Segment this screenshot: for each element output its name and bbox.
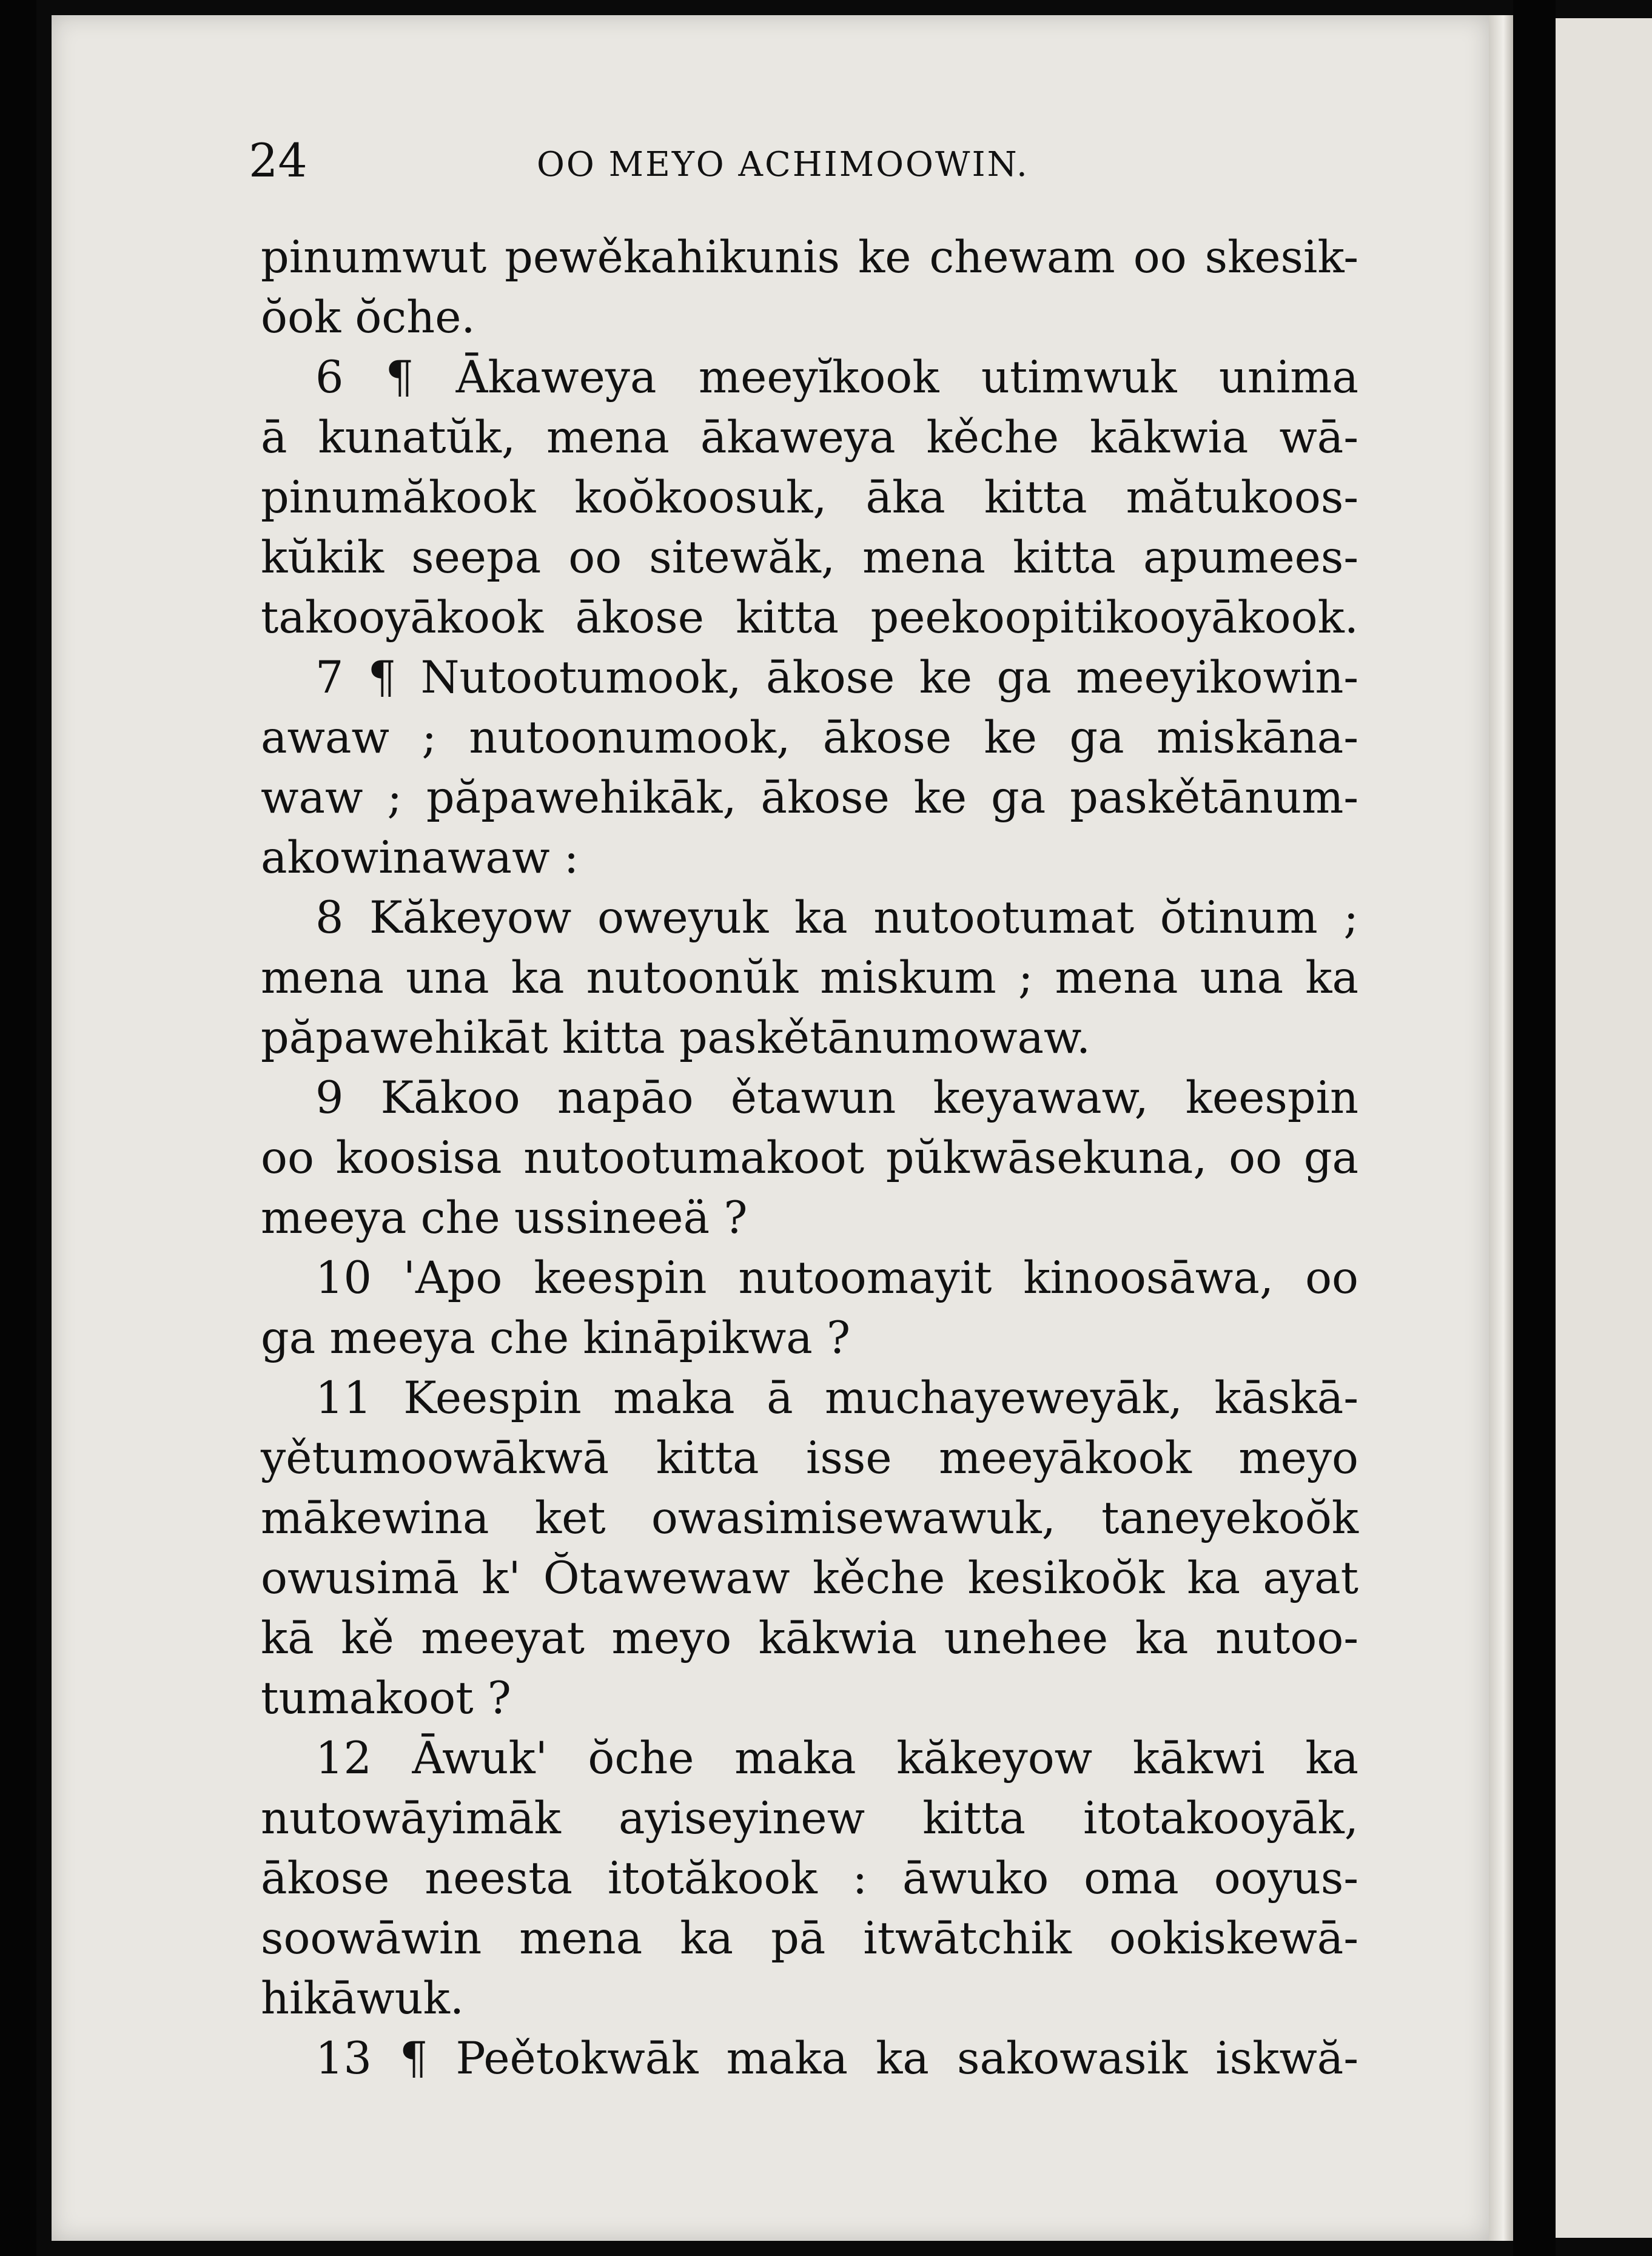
text-line: waw ; păpawehikāk, ākose ke ga paskětānum-: [261, 772, 1358, 824]
text-line: awaw ; nutoonumook, ākose ke ga miskāna-: [261, 712, 1358, 764]
text-line: ga meeya che kināpikwa ?: [261, 1312, 851, 1364]
text-line: nutowāyimāk ayiseyinew kitta itotakooyāk,: [261, 1793, 1358, 1844]
verse-line: 13 ¶ Peětokwāk maka ka sakowasik iskwă-: [315, 2033, 1358, 2084]
text-line: takooyākook ākose kitta peekoopitikooyākook.: [261, 592, 1358, 643]
text-line: soowāwin mena ka pā itwātchik ookiskewā-: [261, 1913, 1358, 1964]
text-line: meeya che ussineeä ?: [261, 1192, 748, 1244]
text-line: oo koosisa nutootumakoot pŭkwāsekuna, oo ga: [261, 1132, 1358, 1184]
page-edge: [1489, 15, 1513, 2241]
text-line: ā kunatŭk, mena ākaweya kěche kākwia wā-: [261, 412, 1358, 463]
book-gutter: [1513, 0, 1556, 2256]
text-line: ākose neesta itotăkook : āwuko oma ooyus-: [261, 1853, 1358, 1904]
verse-line: 11 Keespin maka ā muchayeweyāk, kāskā-: [315, 1372, 1358, 1424]
text-line: hikāwuk.: [261, 1973, 465, 2024]
scan-border-left: [0, 0, 36, 2256]
running-title: OO MEYO ACHIMOOWIN.: [537, 145, 1029, 184]
verse-line: 6 ¶ Ākaweya meeyĭkook utimwuk unima: [315, 352, 1358, 403]
text-line: pinumăkook koŏkoosuk, āka kitta mătukoos-: [261, 472, 1358, 523]
text-line: yětumoowākwā kitta isse meeyākook meyo: [261, 1432, 1358, 1484]
body-text: [261, 227, 1358, 2089]
adjacent-page: [1556, 18, 1652, 2238]
text-line: mena una ka nutoonŭk miskum ; mena una ka: [261, 952, 1358, 1004]
verse-line: 7 ¶ Nutootumook, ākose ke ga meeyikowin-: [315, 652, 1358, 703]
page-number: 24: [249, 133, 307, 187]
text-line: ŏok ŏche.: [261, 292, 475, 343]
text-line: păpawehikāt kitta paskětānumowaw.: [261, 1012, 1091, 1064]
verse-line: 12 Āwuk' ŏche maka kăkeyow kākwi ka: [315, 1733, 1358, 1784]
text-line: owusimā k' Ŏtawewaw kěche kesikoŏk ka ayat: [261, 1553, 1358, 1604]
page-header: [197, 127, 1374, 194]
verse-line: 8 Kăkeyow oweyuk ka nutootumat ŏtinum ;: [315, 892, 1358, 944]
verse-line: 9 Kākoo napāo ětawun keyawaw, keespin: [315, 1072, 1358, 1124]
text-line: pinumwut pewěkahikunis ke chewam oo skesik-: [261, 232, 1358, 283]
text-line: kā kě meeyat meyo kākwia unehee ka nutoo-: [261, 1613, 1358, 1664]
verse-line: 10 'Apo keespin nutoomayit kinoosāwa, oo: [315, 1252, 1358, 1304]
text-line: akowinawaw :: [261, 832, 579, 884]
text-line: tumakoot ?: [261, 1673, 511, 1724]
text-line: kŭkik seepa oo sitewăk, mena kitta apumees-: [261, 532, 1358, 583]
text-line: mākewina ket owasimisewawuk, taneyekoŏk: [261, 1492, 1358, 1544]
